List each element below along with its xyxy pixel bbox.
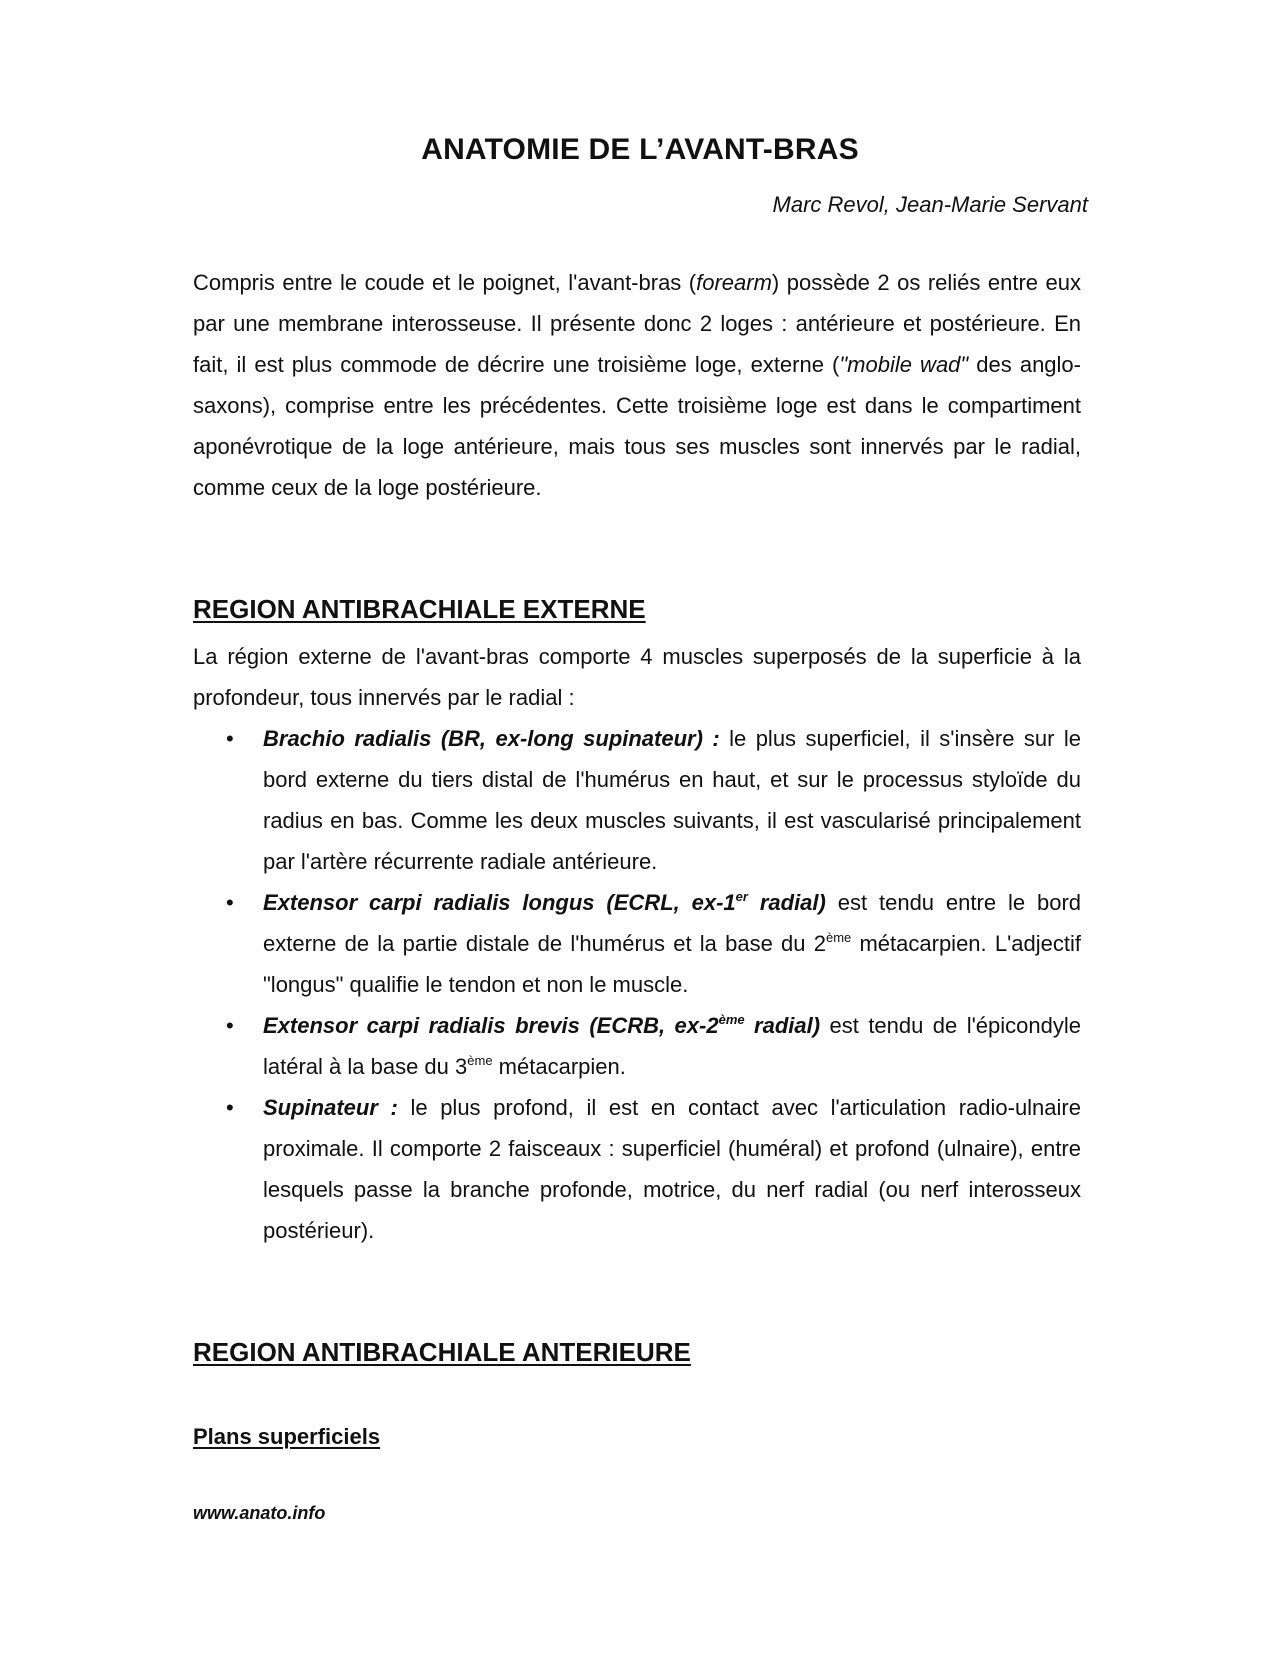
- muscle-description: métacarpien.: [492, 1054, 626, 1079]
- document-authors: Marc Revol, Jean-Marie Servant: [772, 192, 1088, 217]
- list-item: [193, 1087, 1081, 1251]
- subsection-heading: Plans superficiels: [193, 1424, 381, 1449]
- bullet-icon: •: [226, 1013, 234, 1038]
- muscle-description: est tendu de l'épicondyle latéral à la base du 3: [263, 1013, 1081, 1079]
- ordinal-superscript: ème: [825, 929, 852, 945]
- list-item: [193, 882, 1081, 1005]
- intro-paragraph: [193, 262, 1081, 508]
- muscle-description: le plus profond, il est en contact avec l'articulation radio-ulnaire proximale. Il comporte 2 faisceaux : superficiel (huméral) et profond (ulnaire), entre lesquels passe la branche profonde, motrice, du nerf radial (ou nerf interosseux postérieur).: [263, 1095, 1081, 1243]
- section-heading-externe: REGION ANTIBRACHIALE EXTERNE: [193, 594, 646, 624]
- muscle-term-part: Extensor carpi radialis longus (ECRL, ex-1: [263, 890, 736, 915]
- muscle-term-superscript: ème: [718, 1011, 745, 1027]
- muscle-term: Supinateur :: [263, 1095, 398, 1120]
- muscle-term: [263, 1013, 820, 1038]
- intro-text-2: ) possède 2 os reliés entre eux par une membrane interosseuse. Il présente donc 2 loges : antérieure et postérieure. En fait, il est plus commode de décrire une troisième loge, externe (: [193, 270, 1082, 377]
- list-item: [193, 1005, 1081, 1087]
- document-title: ANATOMIE DE L’AVANT-BRAS: [421, 133, 859, 166]
- bullet-icon: •: [226, 1095, 234, 1120]
- muscle-term-superscript: er: [735, 888, 748, 904]
- muscle-term: [263, 890, 826, 915]
- muscle-list: [193, 718, 1081, 1251]
- intro-text-3: des anglo-saxons), comprise entre les précédentes. Cette troisième loge est dans le compartiment aponévrotique de la loge antérieure, mais tous ses muscles sont innervés par le radial, comme ceux de la loge postérieure.: [193, 352, 1081, 500]
- intro-term-forearm: forearm: [696, 270, 772, 295]
- muscle-term: Brachio radialis (BR, ex-long supinateur) :: [263, 726, 720, 751]
- muscle-term-part: Extensor carpi radialis brevis (ECRB, ex-2: [263, 1013, 719, 1038]
- muscle-description: le plus superficiel, il s'insère sur le bord externe du tiers distal de l'humérus en haut, et sur le processus styloïde du radius en bas. Comme les deux muscles suivants, il est vascularisé principalement par l'artère récurrente radiale antérieure.: [263, 726, 1081, 874]
- muscle-description: métacarpien. L'adjectif "longus" qualifie le tendon et non le muscle.: [263, 931, 1082, 997]
- muscle-description: est tendu entre le bord externe de la partie distale de l'humérus et la base du 2: [263, 890, 1082, 956]
- intro-text-1: Compris entre le coude et le poignet, l'avant-bras (: [193, 270, 697, 295]
- list-item: [193, 718, 1081, 882]
- section-externe-intro: La région externe de l'avant-bras comporte 4 muscles superposés de la superficie à la profondeur, tous innervés par le radial :: [193, 644, 1081, 710]
- section-heading-anterieure: REGION ANTIBRACHIALE ANTERIEURE: [193, 1337, 691, 1367]
- intro-term-mobile-wad: "mobile wad": [839, 352, 969, 377]
- footer-website: www.anato.info: [193, 1503, 326, 1523]
- bullet-icon: •: [226, 726, 234, 751]
- bullet-icon: •: [226, 890, 234, 915]
- muscle-term-part: radial): [747, 890, 826, 915]
- ordinal-superscript: ème: [467, 1052, 493, 1068]
- muscle-term-part: radial): [744, 1013, 821, 1038]
